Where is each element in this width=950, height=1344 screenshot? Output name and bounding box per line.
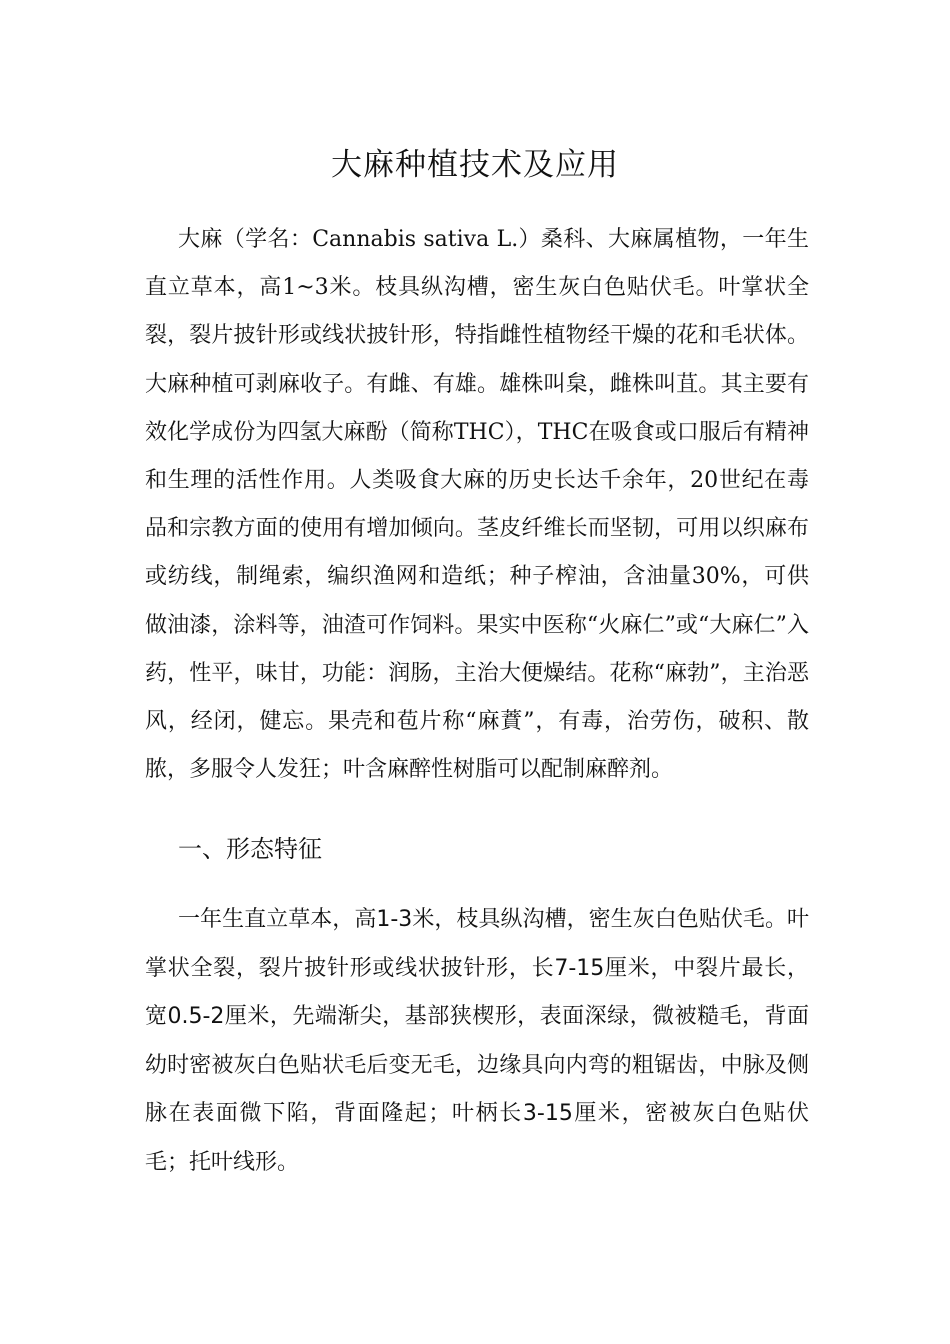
section-heading-morphology: 一、形态特征	[178, 835, 322, 863]
morphology-paragraph: 一年生直立草本，高1-3米，枝具纵沟槽，密生灰白色贴伏毛。叶掌状全裂，裂片披针形或线状披针形，长7-15厘米，中裂片最长，宽0.5-2厘米，先端渐尖，基部狭楔形，表面深绿，微被糙毛，背面幼时密被灰白色贴状毛后变无毛，边缘具向内弯的粗锯齿，中脉及侧脉在表面微下陷，背面隆起；叶柄长3-15厘米，密被灰白色贴伏毛；托叶线形。	[145, 907, 809, 1175]
document-title: 大麻种植技术及应用	[331, 147, 619, 183]
intro-paragraph: 大麻（学名：Cannabis sativa L.）桑科、大麻属植物，一年生直立草本，高1~3米。枝具纵沟槽，密生灰白色贴伏毛。叶掌状全裂，裂片披针形或线状披针形，特指雌性植物经干燥的花和毛状体。大麻种植可剥麻收子。有雌、有雄。雄株叫枲，雌株叫苴。其主要有效化学成份为四氢大麻酚（简称THC），THC在吸食或口服后有精神和生理的活性作用。人类吸食大麻的历史长达千余年，20世纪在毒品和宗教方面的使用有增加倾向。茎皮纤维长而坚韧，可用以织麻布或纺线，制绳索，编织渔网和造纸；种子榨油，含油量30%，可供做油漆，涂料等，油渣可作饲料。果实中医称“火麻仁”或“大麻仁”入药，性平，味甘，功能：润肠，主治大便燥结。花称“麻勃”，主治恶风，经闭，健忘。果壳和苞片称“麻蕡”，有毒，治劳伤，破积、散脓，多服令人发狂；叶含麻醉性树脂可以配制麻醉剂。	[145, 227, 809, 783]
